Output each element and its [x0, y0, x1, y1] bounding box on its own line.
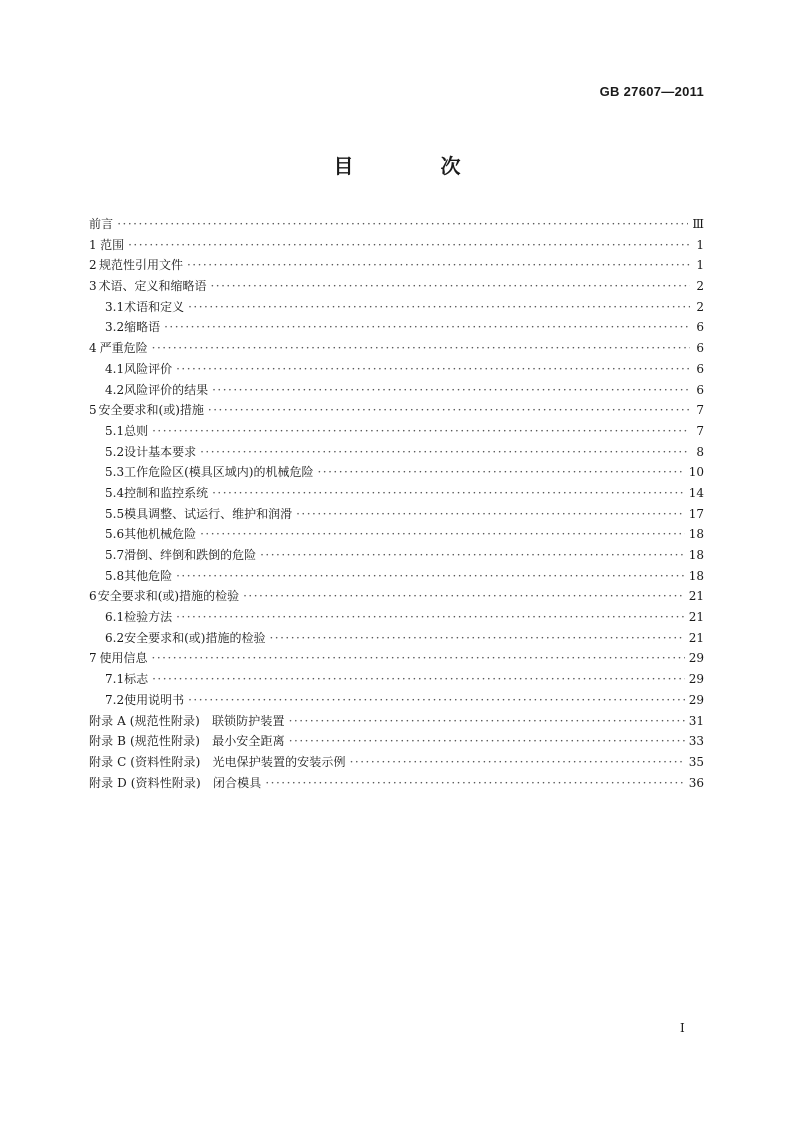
toc-entry-page: 6 [696, 320, 704, 335]
toc-entry-number: 5.7 [105, 548, 125, 562]
toc-entry-page: 1 [696, 258, 704, 273]
toc-dot-leader [208, 400, 690, 421]
toc-entry[interactable] [89, 255, 704, 276]
toc-dot-leader [128, 235, 690, 256]
toc-entry-label: 控制和监控系统 [124, 485, 209, 500]
toc-entry-label: 其他危险 [124, 568, 173, 583]
toc-entry-number: 3 [89, 279, 97, 294]
toc-dot-leader [265, 773, 684, 794]
toc-entry-page: 21 [688, 589, 704, 604]
toc-entry[interactable] [89, 628, 704, 649]
toc-entry-page: 18 [688, 527, 704, 542]
toc-dot-leader [176, 359, 690, 380]
toc-entry-number: 3.2 [105, 320, 125, 335]
toc-dot-leader [269, 628, 684, 649]
toc-dot-leader [289, 731, 685, 752]
toc-entry-label: 工作危险区(模具区域内)的机械危险 [124, 465, 314, 480]
toc-entry-label: 使用说明书 [124, 692, 185, 707]
toc-entry-label: 严重危险 [99, 341, 148, 356]
toc-dot-leader [152, 421, 690, 442]
toc-dot-leader [317, 462, 684, 483]
toc-entry-page: 1 [696, 237, 704, 252]
toc-dot-leader [176, 566, 685, 587]
toc-entry-number: 5.2 [105, 444, 125, 459]
toc-dot-leader [296, 504, 685, 525]
toc-entry-label: 附录 D (资料性附录) 闭合模具 [89, 775, 262, 790]
toc-entry-number: 5.6 [105, 527, 125, 542]
toc-entry[interactable] [89, 235, 704, 256]
toc-entry-page: 2 [696, 279, 704, 294]
toc-entry[interactable] [89, 524, 704, 545]
toc-entry-label: 缩略语 [124, 320, 161, 335]
toc-entry[interactable] [89, 380, 704, 401]
toc-dot-leader [210, 276, 690, 297]
toc-entry-page: Ⅲ [692, 217, 704, 231]
toc-dot-leader [152, 338, 690, 359]
toc-entry-page: 6 [696, 361, 704, 376]
toc-entry-number: 5.3 [105, 465, 125, 480]
toc-entry-number: 4.2 [105, 382, 125, 397]
toc-entry[interactable] [89, 400, 704, 421]
toc-entry[interactable] [89, 773, 704, 794]
toc-entry-label: 术语和定义 [124, 299, 185, 314]
toc-entry[interactable] [89, 462, 704, 483]
toc-entry-page: 35 [688, 754, 704, 769]
toc-entry-page: 18 [688, 568, 704, 583]
toc-entry-number: 5.1 [105, 423, 125, 438]
table-of-contents [89, 214, 704, 793]
toc-entry-number: 4.1 [105, 361, 125, 376]
toc-entry[interactable] [89, 648, 704, 669]
toc-dot-leader [289, 711, 685, 732]
toc-entry-page: 29 [688, 672, 704, 687]
toc-entry[interactable] [89, 317, 704, 338]
toc-entry[interactable] [89, 669, 704, 690]
standard-code: GB 27607—2011 [599, 84, 704, 99]
toc-entry-number: 4 [89, 341, 97, 356]
toc-entry-page: 36 [688, 775, 704, 790]
page-folio: I [680, 1021, 685, 1035]
toc-dot-leader [212, 483, 685, 504]
toc-entry-label: 设计基本要求 [124, 444, 197, 459]
toc-entry[interactable] [89, 731, 704, 752]
toc-entry-page: 17 [688, 506, 704, 521]
toc-entry-page: 18 [688, 548, 704, 562]
toc-entry-label: 风险评价的结果 [124, 382, 209, 397]
toc-dot-leader [164, 317, 690, 338]
toc-entry-page: 31 [688, 713, 704, 728]
toc-dot-leader [176, 607, 685, 628]
toc-entry-page: 29 [688, 651, 704, 666]
toc-dot-leader [152, 669, 685, 690]
toc-entry-page: 29 [688, 692, 704, 707]
toc-entry[interactable] [89, 545, 704, 566]
toc-entry-page: 6 [696, 341, 704, 356]
toc-entry[interactable] [89, 214, 704, 235]
toc-entry-page: 21 [688, 630, 704, 645]
toc-entry[interactable] [89, 586, 704, 607]
toc-entry-page: 14 [688, 485, 704, 500]
toc-entry[interactable] [89, 504, 704, 525]
toc-entry[interactable] [89, 297, 704, 318]
toc-entry-label: 附录 A (规范性附录) 联锁防护装置 [89, 713, 285, 728]
toc-entry[interactable] [89, 442, 704, 463]
toc-entry-page: 8 [696, 444, 704, 459]
toc-dot-leader [200, 524, 685, 545]
page-title: 目 次 [333, 154, 501, 178]
toc-dot-leader [212, 380, 690, 401]
toc-dot-leader [350, 752, 685, 773]
toc-entry[interactable] [89, 483, 704, 504]
toc-entry[interactable] [89, 711, 704, 732]
toc-entry-number: 5.5 [105, 506, 125, 521]
toc-entry-number: 7.1 [105, 672, 125, 687]
toc-dot-leader [117, 214, 688, 235]
toc-entry-label: 标志 [124, 672, 149, 687]
toc-entry-label: 安全要求和(或)措施的检验 [124, 630, 266, 645]
toc-entry-number: 3.1 [105, 299, 125, 314]
toc-entry-label: 总则 [124, 423, 149, 438]
toc-dot-leader [187, 255, 690, 276]
toc-entry-label: 术语、定义和缩略语 [98, 279, 207, 294]
toc-entry-label: 风险评价 [124, 361, 173, 376]
toc-entry-number: 5 [89, 403, 97, 418]
toc-dot-leader [260, 545, 685, 566]
toc-entry-page: 6 [696, 382, 704, 397]
toc-entry-label: 其他机械危险 [124, 527, 197, 542]
toc-entry[interactable] [89, 276, 704, 297]
toc-entry-page: 2 [696, 299, 704, 314]
toc-dot-leader [188, 297, 690, 318]
toc-entry-number: 5.8 [105, 568, 125, 583]
toc-entry-number: 5.4 [105, 485, 125, 500]
toc-entry-page: 33 [688, 734, 704, 749]
toc-entry-number: 7.2 [105, 692, 125, 707]
toc-entry[interactable] [89, 690, 704, 711]
toc-entry-label: 附录 C (资料性附录) 光电保护装置的安装示例 [89, 754, 346, 769]
toc-dot-leader [152, 648, 685, 669]
toc-dot-leader [188, 690, 685, 711]
toc-entry-page: 7 [696, 423, 704, 438]
toc-entry[interactable] [89, 359, 704, 380]
toc-entry-number: 6.1 [105, 610, 125, 625]
toc-entry-label: 安全要求和(或)措施的检验 [97, 589, 240, 604]
toc-entry-number: 2 [89, 258, 97, 273]
toc-entry[interactable] [89, 566, 704, 587]
toc-entry-page: 21 [688, 610, 704, 625]
toc-entry-label: 前言 [89, 217, 114, 231]
toc-entry[interactable] [89, 607, 704, 628]
toc-entry[interactable] [89, 338, 704, 359]
toc-dot-leader [243, 586, 685, 607]
toc-entry-label: 模具调整、试运行、维护和润滑 [124, 506, 293, 521]
toc-entry-number: 6.2 [105, 630, 125, 645]
toc-entry-label: 规范性引用文件 [98, 258, 183, 273]
toc-entry-label: 安全要求和(或)措施 [98, 403, 204, 418]
toc-entry-number: 6 [89, 589, 97, 604]
toc-entry-label: 附录 B (规范性附录) 最小安全距离 [89, 734, 285, 749]
toc-entry[interactable] [89, 421, 704, 442]
toc-dot-leader [200, 442, 690, 463]
toc-entry[interactable] [89, 752, 704, 773]
toc-entry-label: 滑倒、绊倒和跌倒的危险 [124, 548, 257, 562]
toc-entry-number: 7 [89, 651, 97, 666]
toc-entry-page: 10 [688, 465, 704, 480]
toc-entry-label: 使用信息 [99, 651, 148, 666]
toc-entry-label: 检验方法 [124, 610, 173, 625]
toc-entry-page: 7 [696, 403, 704, 418]
toc-entry-number: 1 [89, 237, 97, 252]
toc-entry-label: 范围 [100, 237, 125, 252]
